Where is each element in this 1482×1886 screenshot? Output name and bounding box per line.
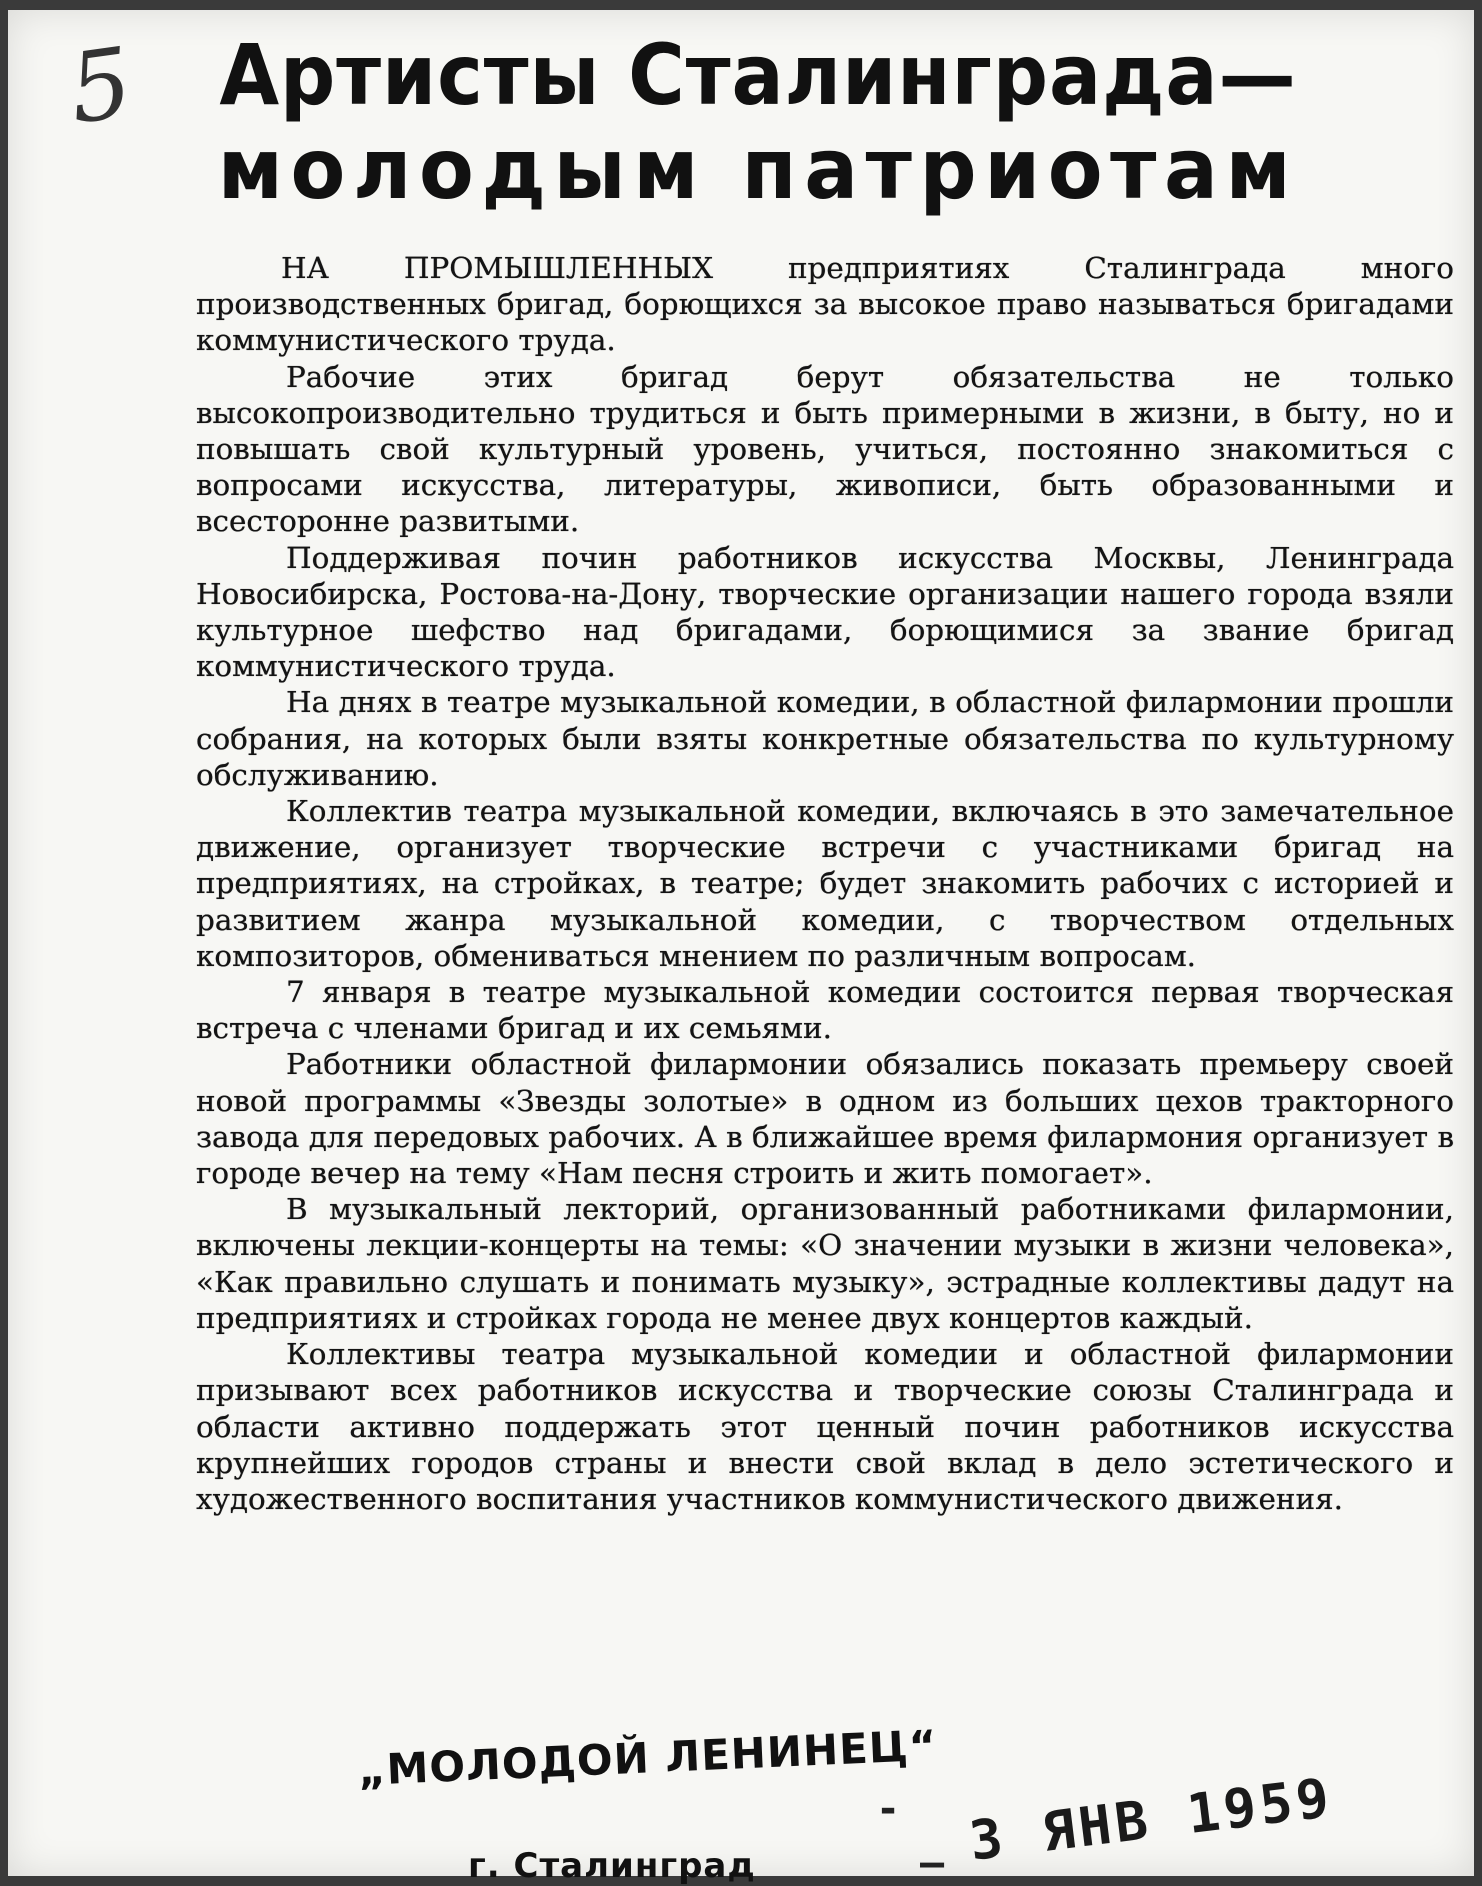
stamp-dash-mark: — [920, 1840, 945, 1886]
paragraph: Коллектив театра музыкальной комедии, включаясь в это замечательное движение, организует творческие встречи с участниками бригад на предприятиях, на стройках, в театре; будет знакомить рабочих с историей и развитием жанра музыкальной комедии, с творчеством отдельных композиторов, обмениваться мнением по различным вопросам. [196, 794, 1454, 973]
headline-line-1: Артисты Сталинграда— [219, 26, 1297, 124]
paragraph: 7 января в театре музыкальной комедии состоится первая творческая встреча с членами бригад и их семьями. [196, 975, 1454, 1046]
stamp-dash-mark: - [876, 1786, 901, 1832]
newspaper-clipping [8, 10, 1474, 1886]
article-headline [158, 26, 1358, 219]
article-body [196, 250, 1454, 1517]
city-stamp: г. Сталинград [468, 1846, 756, 1886]
handwritten-margin-mark: 5 [62, 26, 139, 146]
paragraph: Поддерживая почин работников искусства Москвы, Ленинграда Новосибирска, Ростова-на-Дону, творческие организации нашего города взяли культурное шефство над бригадами, борющимися за звание бригад коммунистического труда. [196, 540, 1454, 684]
paragraph: Работники областной филармонии обязались показать премьеру своей новой программы «Звезды золотые» в одном из больших цехов тракторного завода для передовых рабочих. А в ближайшее время филармония организует в городе вечер на тему «Нам песня строить и жить помогает». [196, 1047, 1454, 1191]
headline-line-2: молодым патриотам [217, 120, 1299, 219]
date-stamp: 3 ЯНВ 1959 [966, 1765, 1337, 1873]
paragraph: Рабочие этих бригад берут обязательства не только высокопроизводительно трудиться и быть примерными в жизни, в быту, но и повышать свой культурный уровень, учиться, постоянно знакомиться с вопросами искусства, литературы, живописи, быть образованными и всесторонне развитыми. [196, 359, 1454, 539]
paragraph: На днях в театре музыкальной комедии, в областной филармонии прошли собрания, на которых были взяты конкретные обязательства по культурному обслуживанию. [196, 685, 1454, 792]
newspaper-source-stamp: „МОЛОДОЙ ЛЕНИНЕЦ“ [356, 1720, 939, 1795]
paragraph: В музыкальный лекторий, организованный работниками филармонии, включены лекции-концерты на темы: «О значении музыки в жизни человека», «Как правильно слушать и понимать музыку», эстрадные коллективы дадут на предприятиях и стройках города не менее двух концертов каждый. [196, 1192, 1454, 1335]
paragraph: НА ПРОМЫШЛЕННЫХ предприятиях Сталинграда много производственных бригад, борющихся за высокое право называться бригадами коммунистического труда. [196, 251, 1454, 358]
paragraph: Коллективы театра музыкальной комедии и областной филармонии призывают всех работников искусства и творческие союзы Сталинграда и области активно поддержать этот ценный почин работников искусства крупнейших городов страны и внести свой вклад в дело эстетического и художественного воспитания участников коммунистического движения. [196, 1337, 1454, 1516]
